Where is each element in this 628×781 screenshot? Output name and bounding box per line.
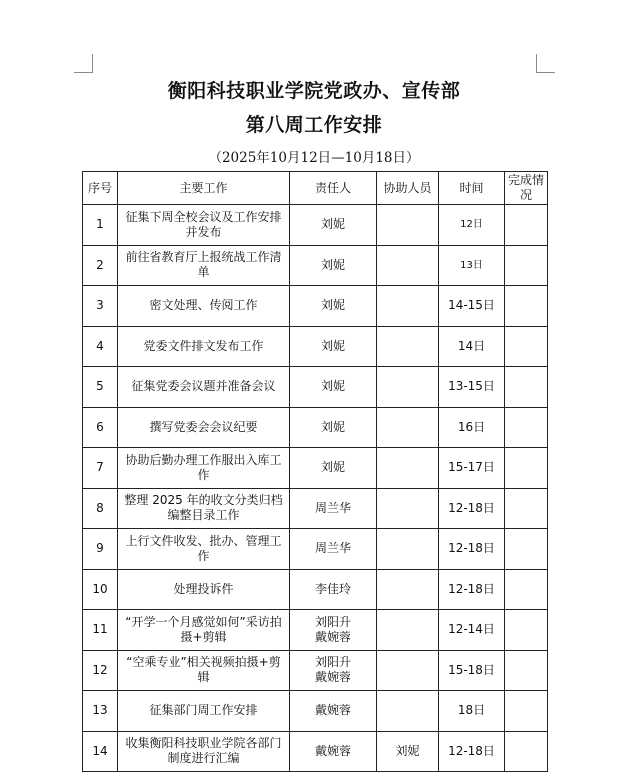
- table-row: [83, 326, 548, 367]
- cell-index: 3: [83, 286, 118, 327]
- cell-assistant: [377, 407, 439, 448]
- cell-status: [505, 488, 548, 529]
- cell-status: [505, 367, 548, 408]
- cell-time: 12-18日: [439, 529, 505, 570]
- cell-assistant: [377, 205, 439, 246]
- cell-assistant: [377, 245, 439, 286]
- cell-status: [505, 326, 548, 367]
- cell-time: 12-18日: [439, 731, 505, 772]
- cell-owner: 李佳玲: [290, 569, 377, 610]
- cell-task: 处理投诉件: [118, 569, 290, 610]
- cell-time: 15-17日: [439, 448, 505, 489]
- cell-index: 5: [83, 367, 118, 408]
- cell-status: [505, 691, 548, 732]
- cell-owner: 刘阳升 戴婉蓉: [290, 610, 377, 651]
- cell-task: 党委文件排文发布工作: [118, 326, 290, 367]
- cell-time: 12-18日: [439, 569, 505, 610]
- cell-task: 征集下周全校会议及工作安排并发布: [118, 205, 290, 246]
- table-row: [83, 205, 548, 246]
- cell-status: [505, 569, 548, 610]
- cell-index: 8: [83, 488, 118, 529]
- cell-assistant: [377, 367, 439, 408]
- header-status: 完成情况: [505, 172, 548, 205]
- document-subtitle: 第八周工作安排: [245, 114, 383, 136]
- header-assistant: 协助人员: [377, 172, 439, 205]
- cell-task: 收集衡阳科技职业学院各部门制度进行汇编: [118, 731, 290, 772]
- schedule-table: [82, 171, 548, 772]
- cell-task: 征集党委会议题并准备会议: [118, 367, 290, 408]
- cell-task: 整理 2025 年的收文分类归档编整目录工作: [118, 488, 290, 529]
- cell-status: [505, 205, 548, 246]
- cell-status: [505, 610, 548, 651]
- table-header-row: [83, 172, 548, 205]
- cell-time: 15-18日: [439, 650, 505, 691]
- cell-owner: 周兰华: [290, 488, 377, 529]
- cell-assistant: 刘妮: [377, 731, 439, 772]
- cell-task: 征集部门周工作安排: [118, 691, 290, 732]
- crop-mark-top-left: [74, 54, 93, 73]
- cell-index: 11: [83, 610, 118, 651]
- cell-index: 10: [83, 569, 118, 610]
- header-index: 序号: [83, 172, 118, 205]
- cell-task: 前往省教育厅上报统战工作清单: [118, 245, 290, 286]
- date-range: （2025年10月12日—10月18日）: [208, 150, 420, 166]
- cell-task: 撰写党委会会议纪要: [118, 407, 290, 448]
- cell-assistant: [377, 326, 439, 367]
- cell-time: 12-18日: [439, 488, 505, 529]
- table-row: [83, 731, 548, 772]
- cell-owner: 刘妮: [290, 367, 377, 408]
- cell-index: 7: [83, 448, 118, 489]
- cell-assistant: [377, 569, 439, 610]
- document-title: 衡阳科技职业学院党政办、宣传部: [167, 80, 461, 102]
- cell-owner: 戴婉蓉: [290, 731, 377, 772]
- cell-owner: 周兰华: [290, 529, 377, 570]
- cell-time: 12-14日: [439, 610, 505, 651]
- cell-time: 13日: [439, 245, 505, 286]
- cell-time: 18日: [439, 691, 505, 732]
- table-row: [83, 488, 548, 529]
- cell-assistant: [377, 610, 439, 651]
- cell-status: [505, 407, 548, 448]
- cell-assistant: [377, 650, 439, 691]
- cell-status: [505, 448, 548, 489]
- cell-index: 13: [83, 691, 118, 732]
- cell-index: 12: [83, 650, 118, 691]
- cell-index: 14: [83, 731, 118, 772]
- cell-owner: 刘妮: [290, 286, 377, 327]
- cell-owner: 戴婉蓉: [290, 691, 377, 732]
- cell-owner: 刘妮: [290, 245, 377, 286]
- header-task: 主要工作: [118, 172, 290, 205]
- cell-status: [505, 245, 548, 286]
- cell-task: “空乘专业”相关视频拍摄+剪辑: [118, 650, 290, 691]
- cell-task: 上行文件收发、批办、管理工作: [118, 529, 290, 570]
- cell-task: 协助后勤办理工作服出入库工作: [118, 448, 290, 489]
- cell-status: [505, 731, 548, 772]
- cell-assistant: [377, 691, 439, 732]
- cell-status: [505, 286, 548, 327]
- cell-owner: 刘妮: [290, 205, 377, 246]
- cell-time: 16日: [439, 407, 505, 448]
- cell-index: 4: [83, 326, 118, 367]
- cell-assistant: [377, 286, 439, 327]
- header-owner: 责任人: [290, 172, 377, 205]
- cell-status: [505, 529, 548, 570]
- cell-assistant: [377, 488, 439, 529]
- cell-time: 14日: [439, 326, 505, 367]
- cell-index: 6: [83, 407, 118, 448]
- table-row: [83, 569, 548, 610]
- table-row: [83, 610, 548, 651]
- cell-index: 2: [83, 245, 118, 286]
- table-row: [83, 529, 548, 570]
- cell-assistant: [377, 529, 439, 570]
- cell-index: 9: [83, 529, 118, 570]
- cell-index: 1: [83, 205, 118, 246]
- cell-owner: 刘妮: [290, 326, 377, 367]
- table-row: [83, 407, 548, 448]
- cell-time: 12日: [439, 205, 505, 246]
- cell-task: 密文处理、传阅工作: [118, 286, 290, 327]
- table-row: [83, 367, 548, 408]
- cell-owner: 刘妮: [290, 448, 377, 489]
- cell-owner: 刘妮: [290, 407, 377, 448]
- table-row: [83, 650, 548, 691]
- cell-owner: 刘阳升 戴婉蓉: [290, 650, 377, 691]
- cell-status: [505, 650, 548, 691]
- table-row: [83, 286, 548, 327]
- cell-time: 13-15日: [439, 367, 505, 408]
- cell-assistant: [377, 448, 439, 489]
- cell-task: “开学一个月感觉如何”采访拍摄+剪辑: [118, 610, 290, 651]
- crop-mark-top-right: [536, 54, 555, 73]
- table-row: [83, 691, 548, 732]
- header-time: 时间: [439, 172, 505, 205]
- cell-time: 14-15日: [439, 286, 505, 327]
- table-row: [83, 245, 548, 286]
- table-row: [83, 448, 548, 489]
